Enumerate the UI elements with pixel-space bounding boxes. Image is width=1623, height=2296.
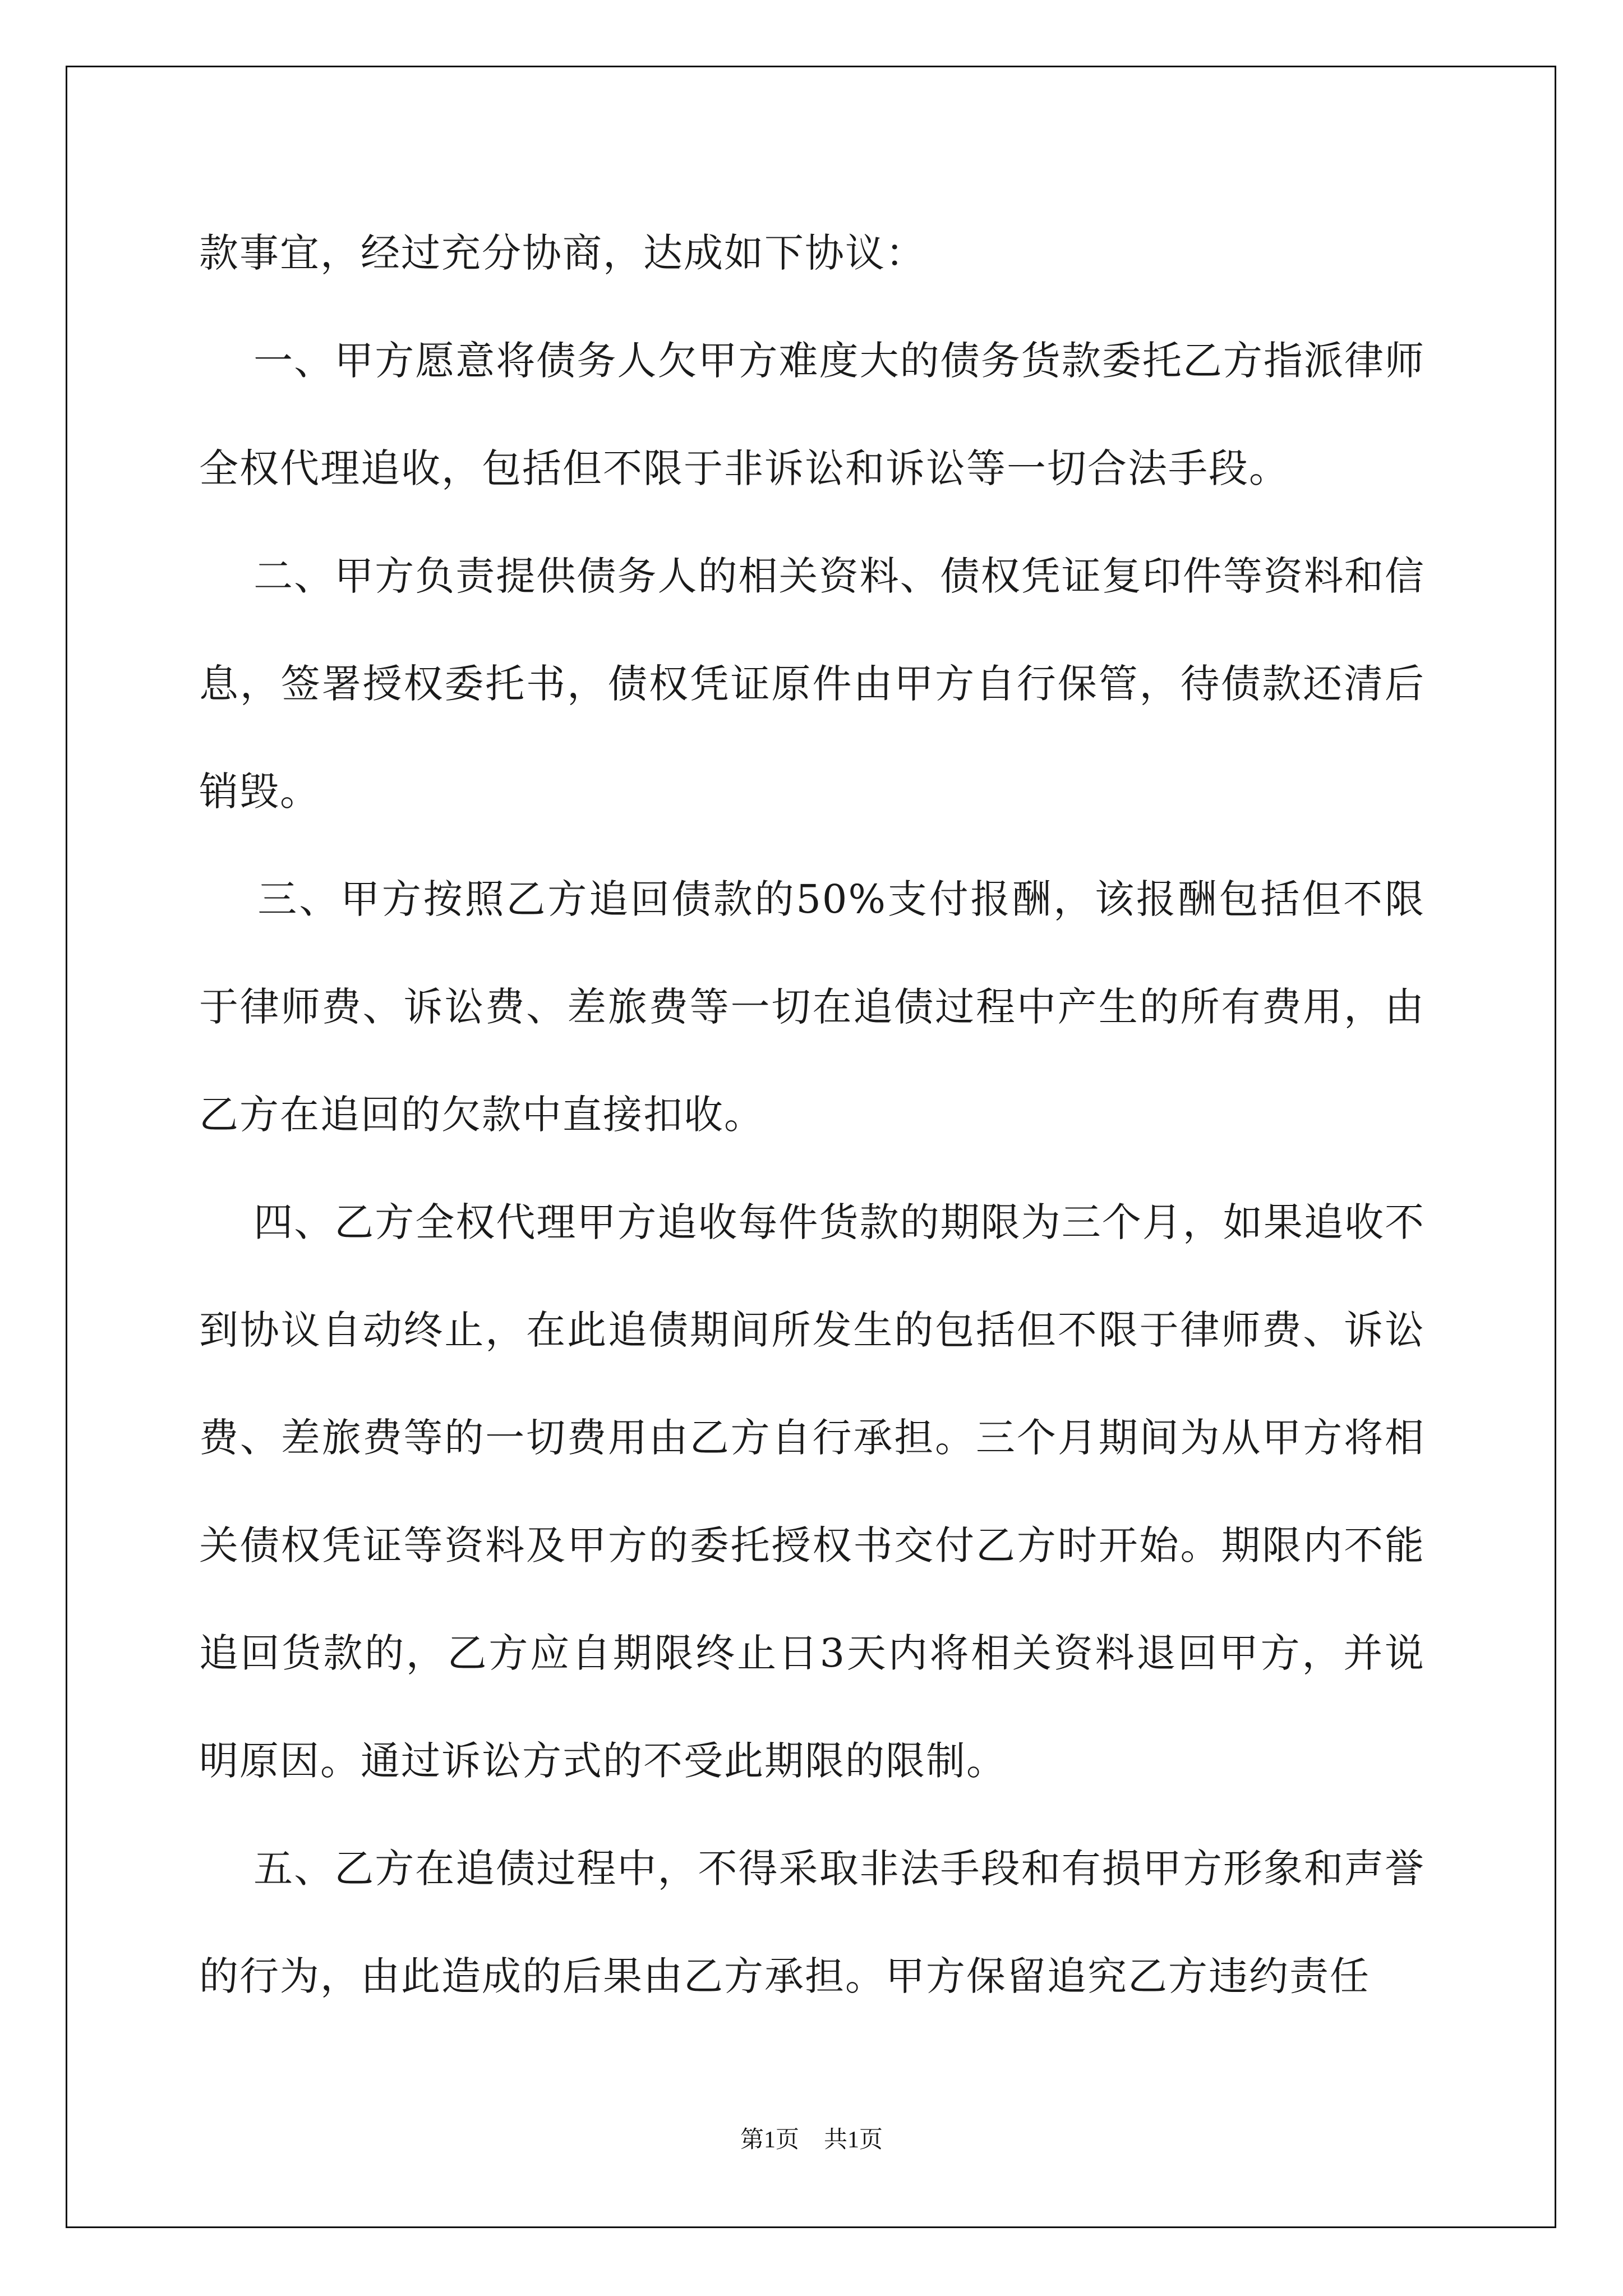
page-number-current: 第1页: [740, 2127, 799, 2153]
page-footer: [0, 2123, 1623, 2157]
page-number-total: 共1页: [824, 2127, 883, 2153]
document-body: [199, 199, 1425, 2030]
paragraph-clause-3: 三、甲方按照乙方追回债款的50%支付报酬，该报酬包括但不限于律师费、诉讼费、差旅费等一切在追债过程中产生的所有费用，由乙方在追回的欠款中直接扣收。: [199, 876, 1425, 1138]
paragraph-clause-1: 一、甲方愿意将债务人欠甲方难度大的债务货款委托乙方指派律师全权代理追收，包括但不限于非诉讼和诉讼等一切合法手段。: [199, 338, 1426, 491]
paragraph-clause-4: 四、乙方全权代理甲方追收每件货款的期限为三个月，如果追收不到协议自动终止，在此追债期间所发生的包括但不限于律师费、诉讼费、差旅费等的一切费用由乙方自行承担。三个月期间为从甲方将相关债权凭证等资料及甲方的委托授权书交付乙方时开始。期限内不能追回货款的，乙方应自期限终止日3天内将相关资料退回甲方，并说明原因。通过诉讼方式的不受此期限的限制。: [199, 1199, 1426, 1784]
paragraph-clause-5: 五、乙方在追债过程中，不得采取非法手段和有损甲方形象和声誉的行为，由此造成的后果由乙方承担。甲方保留追究乙方违约责任: [199, 1846, 1426, 1999]
paragraph-continuation: 款事宜，经过充分协商，达成如下协议：: [199, 230, 926, 276]
paragraph-clause-2: 二、甲方负责提供债务人的相关资料、债权凭证复印件等资料和信息，签署授权委托书，债权凭证原件由甲方自行保管，待债款还清后销毁。: [199, 553, 1426, 815]
